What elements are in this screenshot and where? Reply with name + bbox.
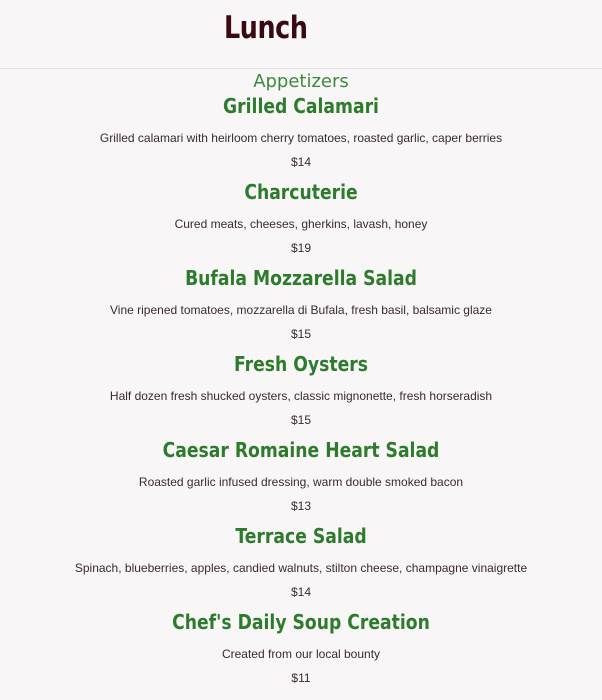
- menu-item-description: Vine ripened tomatoes, mozzarella di Bufala, fresh basil, balsamic glaze: [110, 303, 492, 317]
- section-title: Appetizers: [253, 71, 349, 92]
- menu-section: [0, 68, 602, 696]
- menu-item: [0, 266, 602, 352]
- menu-item: [0, 180, 602, 266]
- menu-item-description: Spinach, blueberries, apples, candied walnuts, stilton cheese, champagne vinaigrette: [74, 561, 528, 575]
- menu-item-price: $15: [290, 327, 312, 341]
- menu-item-name: Chef's Daily Soup Creation: [172, 610, 430, 634]
- menu-item: [0, 524, 602, 610]
- menu-item: [0, 438, 602, 524]
- menu-item-price: $15: [290, 413, 312, 427]
- menu-item-description: Roasted garlic infused dressing, warm double smoked bacon: [138, 475, 464, 489]
- menu-item-description: Half dozen fresh shucked oysters, classic mignonette, fresh horseradish: [109, 389, 493, 403]
- menu-item-name: Caesar Romaine Heart Salad: [162, 438, 440, 462]
- menu-item-price: $19: [290, 241, 312, 255]
- menu-item-name: Bufala Mozzarella Salad: [185, 266, 417, 290]
- menu-item-name: Fresh Oysters: [234, 352, 368, 376]
- menu-item-description: Cured meats, cheeses, gherkins, lavash, honey: [174, 217, 428, 231]
- menu-item: [0, 610, 602, 696]
- menu-item: [0, 94, 602, 180]
- menu-item-name: Grilled Calamari: [223, 94, 379, 118]
- page-title: Lunch: [224, 10, 308, 46]
- page-header: [0, 0, 602, 69]
- menu-item-name: Terrace Salad: [235, 524, 367, 548]
- menu-item-description: Created from our local bounty: [221, 647, 381, 661]
- menu-item-description: Grilled calamari with heirloom cherry tomatoes, roasted garlic, caper berries: [99, 131, 503, 145]
- menu-item: [0, 352, 602, 438]
- menu-item-price: $13: [290, 499, 312, 513]
- menu-item-price: $11: [291, 671, 311, 685]
- menu-item-price: $14: [290, 585, 312, 599]
- menu-item-price: $14: [290, 155, 312, 169]
- menu-item-name: Charcuterie: [244, 180, 358, 204]
